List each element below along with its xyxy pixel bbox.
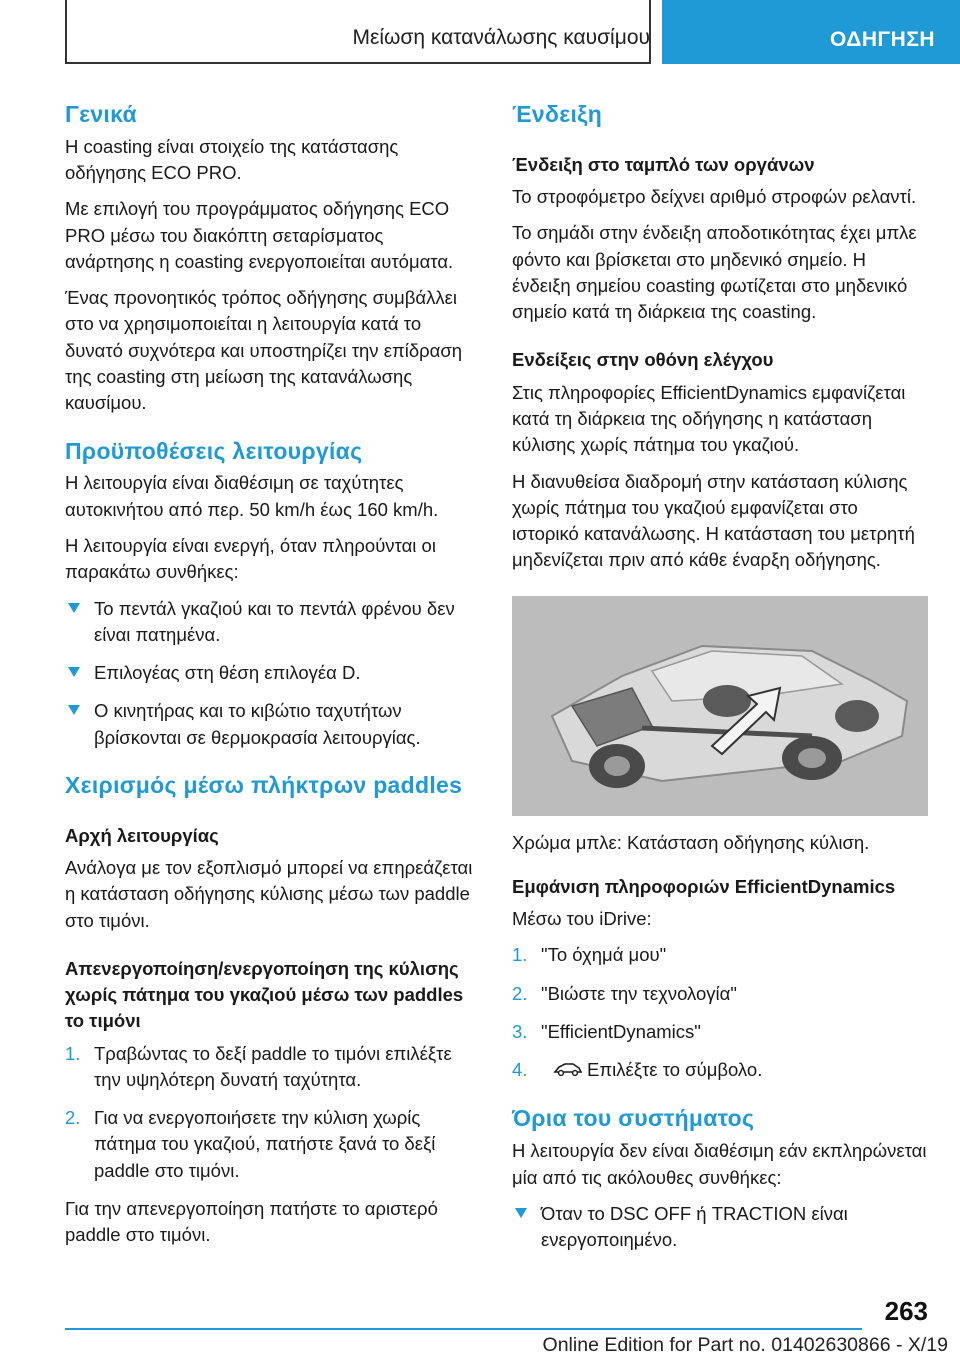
paragraph: Το σημάδι στην ένδειξη αποδοτικότητας έχει μπλε φόντο και βρίσκεται στο μηδενικό σημείο. Η ένδειξη σημείου coasting φωτίζεται στο μηδενικό σημείο κατά τη διάρκεια της coasting. xyxy=(512,222,917,323)
triangle-bullet-icon xyxy=(515,1208,527,1218)
subheading-control-display: Ενδείξεις στην οθόνη ελέγχου xyxy=(512,349,774,371)
list-item: 2. Για να ενεργοποιήσετε την κύλιση χωρίς πάτημα του γκαζιού, πατήστε ξανά το δεξί paddle στο τιμόνι. xyxy=(65,1107,436,1181)
list-item: Το πεντάλ γκαζιού και το πεντάλ φρένου δεν είναι πατημένα. xyxy=(65,596,477,649)
idrive-steps-list xyxy=(512,942,928,1084)
list-item: 3. "EfficientDynamics" xyxy=(512,1020,701,1042)
heading-system-limits: Όρια του συστήματος xyxy=(512,1105,755,1132)
paragraph: Στις πληροφορίες EfficientDynamics εμφανίζεται κατά τη διάρκεια της οδήγησης η κατάσταση κύλισης χωρίς πάτημα του γκαζιού. xyxy=(512,381,906,456)
triangle-bullet-icon xyxy=(68,667,80,677)
limits-list xyxy=(512,1201,928,1254)
car-efficiency-icon xyxy=(553,1058,583,1084)
section-tab: ΟΔΗΓΗΣΗ xyxy=(662,0,960,64)
edition-note: Online Edition for Part no. 01402630866 - X/19 xyxy=(542,1334,948,1356)
left-column xyxy=(65,100,477,1258)
paragraph: Με επιλογή του προγράμματος οδήγησης ECO PRO μέσω του διακόπτη σεταρίσματος ανάρτησης η coasting ενεργοποιείται αυτόματα. xyxy=(65,198,454,272)
heading-general: Γενικά xyxy=(65,101,137,127)
list-item: Όταν το DSC OFF ή TRACTION είναι ενεργοποιημένο. xyxy=(512,1201,928,1254)
paragraph: Η λειτουργία είναι ενεργή, όταν πληρούνται οι παρακάτω συνθήκες: xyxy=(65,534,436,583)
steps-list xyxy=(65,1041,477,1184)
paragraph: Για την απενεργοποίηση πατήστε το αριστερό paddle στο τιμόνι. xyxy=(65,1197,438,1246)
list-item: 1. Τραβώντας το δεξί paddle το τιμόνι επιλέξτε την υψηλότερη δυνατή ταχύτητα. xyxy=(65,1042,452,1090)
list-item: Επιλογέας στη θέση επιλογέα D. xyxy=(65,660,477,686)
paragraph: Η coasting είναι στοιχείο της κατάστασης οδήγησης ECO PRO. xyxy=(65,135,399,184)
paragraph: Το στροφόμετρο δείχνει αριθμό στροφών ρελαντί. xyxy=(512,186,917,208)
subheading-toggle-coasting: Απενεργοποίηση/ενεργοποίηση της κύλισης χωρίς πάτημα του γκαζιού μέσω των paddles το τιμόνι xyxy=(65,957,464,1032)
triangle-bullet-icon xyxy=(68,705,80,715)
list-item: 2. "Βιώστε την τεχνολογία" xyxy=(512,982,737,1004)
paragraph: Ένας προνοητικός τρόπος οδήγησης συμβάλλει στο να χρησιμοποιείται η λειτουργία κατά το δυνατό συχνότερα και υποστηρίζει την επίδραση της coasting στη μείωση της κατανάλωσης καυσίμου. xyxy=(65,287,463,414)
heading-paddles: Χειρισμός μέσω πλήκτρων paddles xyxy=(65,771,463,798)
list-item: 1. "Το όχημά μου" xyxy=(512,944,667,966)
heading-prerequisites: Προϋποθέσεις λειτουργίας xyxy=(65,437,363,464)
footer-divider xyxy=(65,1328,862,1330)
car-drivetrain-illustration xyxy=(512,596,928,816)
condition-list xyxy=(65,596,477,751)
figure-caption: Χρώμα μπλε: Κατάσταση οδήγησης κύλιση. xyxy=(512,831,870,853)
page-number: 263 xyxy=(884,1296,928,1326)
subheading-principle: Αρχή λειτουργίας xyxy=(65,824,219,846)
subheading-instrument-cluster: Ένδειξη στο ταμπλό των οργάνων xyxy=(512,153,815,175)
list-item: Ο κινητήρας και το κιβώτιο ταχυτήτων βρίσκονται σε θερμοκρασία λειτουργίας. xyxy=(65,698,477,751)
paragraph: Η λειτουργία είναι διαθέσιμη σε ταχύτητες αυτοκινήτου από περ. 50 km/h έως 160 km/h. xyxy=(65,472,439,520)
paragraph: Ανάλογα με τον εξοπλισμό μπορεί να επηρεάζεται η κατάσταση οδήγησης κύλισης μέσω των paddle στο τιμόνι. xyxy=(65,856,473,931)
paragraph: Η διανυθείσα διαδρομή στην κατάσταση κύλισης χωρίς πάτημα του γκαζιού εμφανίζεται στο ιστορικό κατανάλωσης. Η κατάσταση του μετρητή μηδενίζεται πριν από κάθε έναρξη οδήγησης. xyxy=(512,470,915,571)
heading-display: Ένδειξη xyxy=(512,101,603,127)
subheading-efficientdynamics: Εμφάνιση πληροφοριών EfficientDynamics xyxy=(512,875,896,897)
triangle-bullet-icon xyxy=(68,603,80,613)
list-item: 4. Επιλέξτε το σύμβολο. xyxy=(512,1057,928,1084)
right-column xyxy=(512,100,928,1265)
paragraph: Η λειτουργία δεν είναι διαθέσιμη εάν εκπληρώνεται μία από τις ακόλουθες συνθήκες: xyxy=(512,1140,927,1188)
chapter-title: Μείωση κατανάλωσης καυσίμου xyxy=(352,26,650,49)
paragraph: Μέσω του iDrive: xyxy=(512,908,652,930)
